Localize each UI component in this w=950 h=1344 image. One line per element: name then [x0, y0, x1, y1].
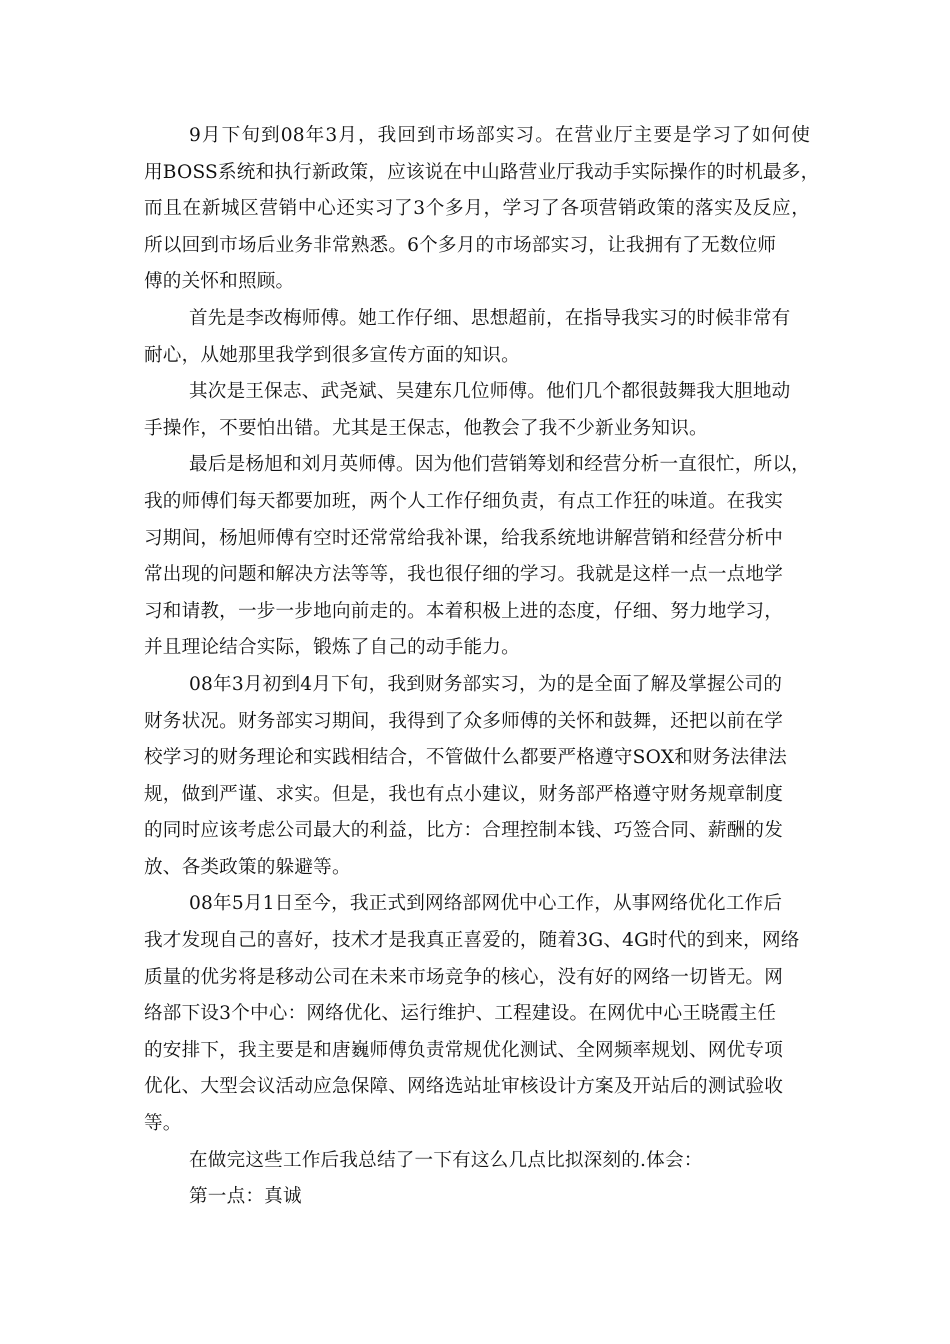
paragraph-mentor-yang-liu: [144, 447, 810, 667]
text-line: 习期间，杨旭师傅有空时还常常给我补课，给我系统地讲解营销和经营分析中: [144, 527, 783, 549]
text-line: 9月下旬到08年3月，我回到市场部实习。在营业厅主要是学习了如何使: [189, 125, 810, 146]
text-line: 并且理论结合实际，锻炼了自己的动手能力。: [144, 637, 520, 659]
text-line: 等。: [144, 1113, 182, 1135]
text-line: 的同时应该考虑公司最大的利益，比方：合理控制本钱、巧签合同、薪酬的发: [144, 820, 783, 842]
text-line: 财务状况。财务部实习期间，我得到了众多师傅的关怀和鼓舞，还把以前在学: [144, 710, 783, 732]
text-line: 所以回到市场后业务非常熟悉。6个多月的市场部实习，让我拥有了无数位师: [144, 234, 777, 256]
text-line: 我才发现自己的喜好，技术才是我真正喜爱的，随着3G、4G时代的到来，网络: [144, 930, 800, 952]
document-body: [144, 118, 820, 1216]
text-line: 傅的关怀和照顾。: [144, 271, 295, 293]
text-line: 校学习的财务理论和实践相结合，不管做什么都要严格遵守SOX和财务法律法: [144, 747, 787, 769]
paragraph-marketing-internship: [144, 118, 820, 301]
text-line: 我的师傅们每天都要加班，两个人工作仔细负责，有点工作狂的味道。在我实: [144, 490, 783, 512]
text-line: 耐心，从她那里我学到很多宣传方面的知识。: [144, 344, 520, 366]
text-line: 的安排下，我主要是和唐巍师傅负责常规优化测试、全网频率规划、网优专项: [144, 1039, 783, 1061]
text-line: 最后是杨旭和刘月英师傅。因为他们营销筹划和经营分析一直很忙，所以，: [189, 454, 810, 476]
text-line: 08年5月1日至今，我正式到网络部网优中心工作，从事网络优化工作后: [189, 893, 783, 915]
text-line: 优化、大型会议活动应急保障、网络选站址审核设计方案及开站后的测试验收: [144, 1076, 783, 1098]
text-line: 规，做到严谨、求实。但是，我也有点小建议，财务部严格遵守财务规章制度: [144, 783, 783, 805]
paragraph-mentor-li: [144, 301, 810, 374]
text-line: 习和请教，一步一步地向前走的。本着积极上进的态度，仔细、努力地学习，: [144, 600, 783, 622]
text-line: 放、各类政策的躲避等。: [144, 856, 351, 878]
text-line: 首先是李改梅师傅。她工作仔细、思想超前，在指导我实习的时候非常有: [189, 307, 791, 329]
paragraph-finance-internship: [144, 667, 810, 887]
text-line: 第一点：真诚: [189, 1186, 302, 1208]
text-line: 质量的优劣将是移动公司在未来市场竞争的核心，没有好的网络一切皆无。网: [144, 966, 783, 988]
text-line: 其次是王保志、武尧斌、吴建东几位师傅。他们几个都很鼓舞我大胆地动: [189, 381, 791, 403]
text-line: 08年3月初到4月下旬，我到财务部实习，为的是全面了解及掌握公司的: [189, 673, 783, 695]
text-line: 而且在新城区营销中心还实习了3个多月，学习了各项营销政策的落实及反应，: [144, 198, 810, 220]
paragraph-summary-intro: [144, 1143, 810, 1180]
text-line: 络部下设3个中心：网络优化、运行维护、工程建设。在网优中心王晓霞主任: [144, 1003, 777, 1025]
text-line: 常出现的问题和解决方法等等，我也很仔细的学习。我就是这样一点一点地学: [144, 564, 783, 586]
paragraph-network-work: [144, 886, 810, 1142]
text-line: 用BOSS系统和执行新政策，应该说在中山路营业厅我动手实际操作的时机最多，: [144, 161, 820, 183]
paragraph-mentor-wang: [144, 374, 810, 447]
paragraph-point-one: [144, 1179, 810, 1216]
text-line: 在做完这些工作后我总结了一下有这么几点比拟深刻的.体会：: [189, 1149, 703, 1171]
text-line: 手操作，不要怕出错。尤其是王保志，他教会了我不少新业务知识。: [144, 417, 708, 439]
